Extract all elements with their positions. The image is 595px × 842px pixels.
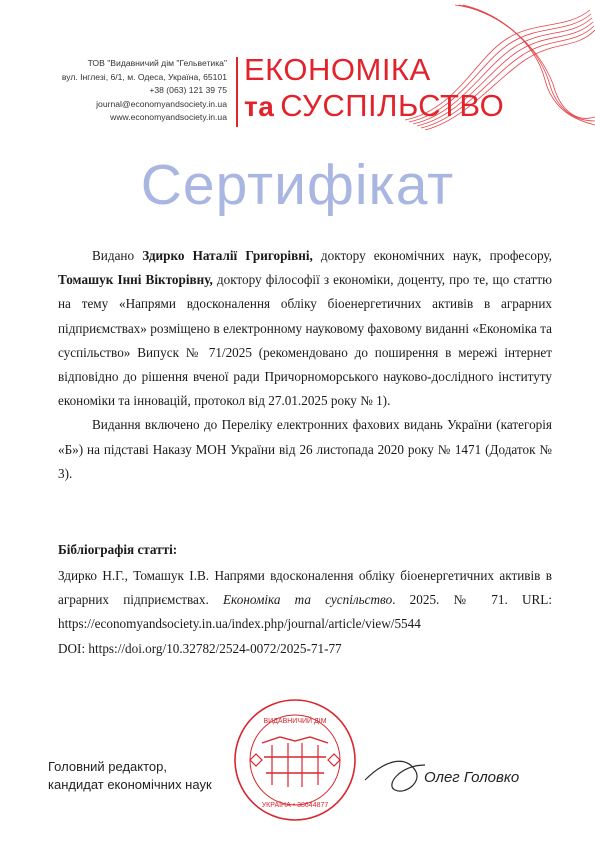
body-statement: доктору філософії з економіки, доценту, про те, що статтю на тему «Напрями вдосконалення обліку біоенергетичних активів в аграрних підприємствах» розміщено в електронному науковому фаховому виданні «Економіка та суспільство» Випуск № 71/2025 (рекомендовано до поширення в мережі інтернет відповідно до рішення вченої ради Причорноморського науково-дослідного інституту економіки та інновацій, протокол від 27.01.2025 року № 1). xyxy=(58,272,552,409)
author-1: Здирко Наталії Григорівні, xyxy=(142,248,313,263)
citation xyxy=(58,564,552,637)
author-2: Томашук Інні Вікторівну, xyxy=(58,272,213,288)
body-prefix: Видано xyxy=(92,248,143,263)
logo-wave-icon xyxy=(395,0,595,135)
publisher-address: вул. Інглезі, 6/1, м. Одеса, Україна, 65101 xyxy=(61,71,227,82)
citation-start: Здирко Н.Г., Томашук І.В. Напрями вдосконалення обліку біоенергетичних активів в аграрних підприємствах. xyxy=(58,568,552,608)
svg-text:УКРАЇНА • 38644877: УКРАЇНА • 38644877 xyxy=(261,802,329,809)
svg-text:ВИДАВНИЧИЙ ДІМ: ВИДАВНИЧИЙ ДІМ xyxy=(263,718,327,725)
bibliography xyxy=(58,564,552,661)
doi: DOI: https://doi.org/10.32782/2524-0072/2025-71-77 xyxy=(58,640,342,656)
publisher-info xyxy=(60,57,227,125)
certificate-body xyxy=(58,244,552,486)
bibliography-heading: Бібліографія статті: xyxy=(58,542,178,557)
publisher-stamp-icon xyxy=(230,695,360,825)
editor-credentials xyxy=(48,758,212,794)
body-paragraph-2: Видання включено до Переліку електронних фахових видань України (категорія «Б») на підставі Наказу МОН України від 26 листопада 2020 року № 1471 (Додаток № 3). xyxy=(58,417,552,481)
citation-end: . 2025. № 71. URL: https://economyandsociety.in.ua/index.php/journal/article/view/5544 xyxy=(58,592,552,632)
signer-name: Олег Головко xyxy=(424,769,520,786)
publisher-phone: +38 (063) 121 39 75 xyxy=(149,85,227,96)
logo-amp: та xyxy=(244,91,275,122)
brand-divider xyxy=(236,57,238,127)
editor-degree: кандидат економічних наук xyxy=(48,777,212,792)
publisher-email: journal@economyandsociety.in.ua xyxy=(96,98,227,109)
author-1-title: доктору економічних наук, професору, xyxy=(312,248,552,263)
citation-journal: Економіка та суспільство xyxy=(223,592,393,608)
publisher-website: www.economyandsociety.in.ua xyxy=(110,112,227,123)
logo-line-1: ЕКОНОМІКА xyxy=(244,52,431,87)
logo-line-2-word: СУСПІЛЬСТВО xyxy=(280,88,505,123)
publisher-name: ТОВ "Видавничий дім "Гельветика" xyxy=(87,58,227,68)
body-paragraph-1 xyxy=(58,244,552,413)
certificate-title: Сертифікат xyxy=(140,153,455,217)
editor-role: Головний редактор, xyxy=(48,759,167,774)
